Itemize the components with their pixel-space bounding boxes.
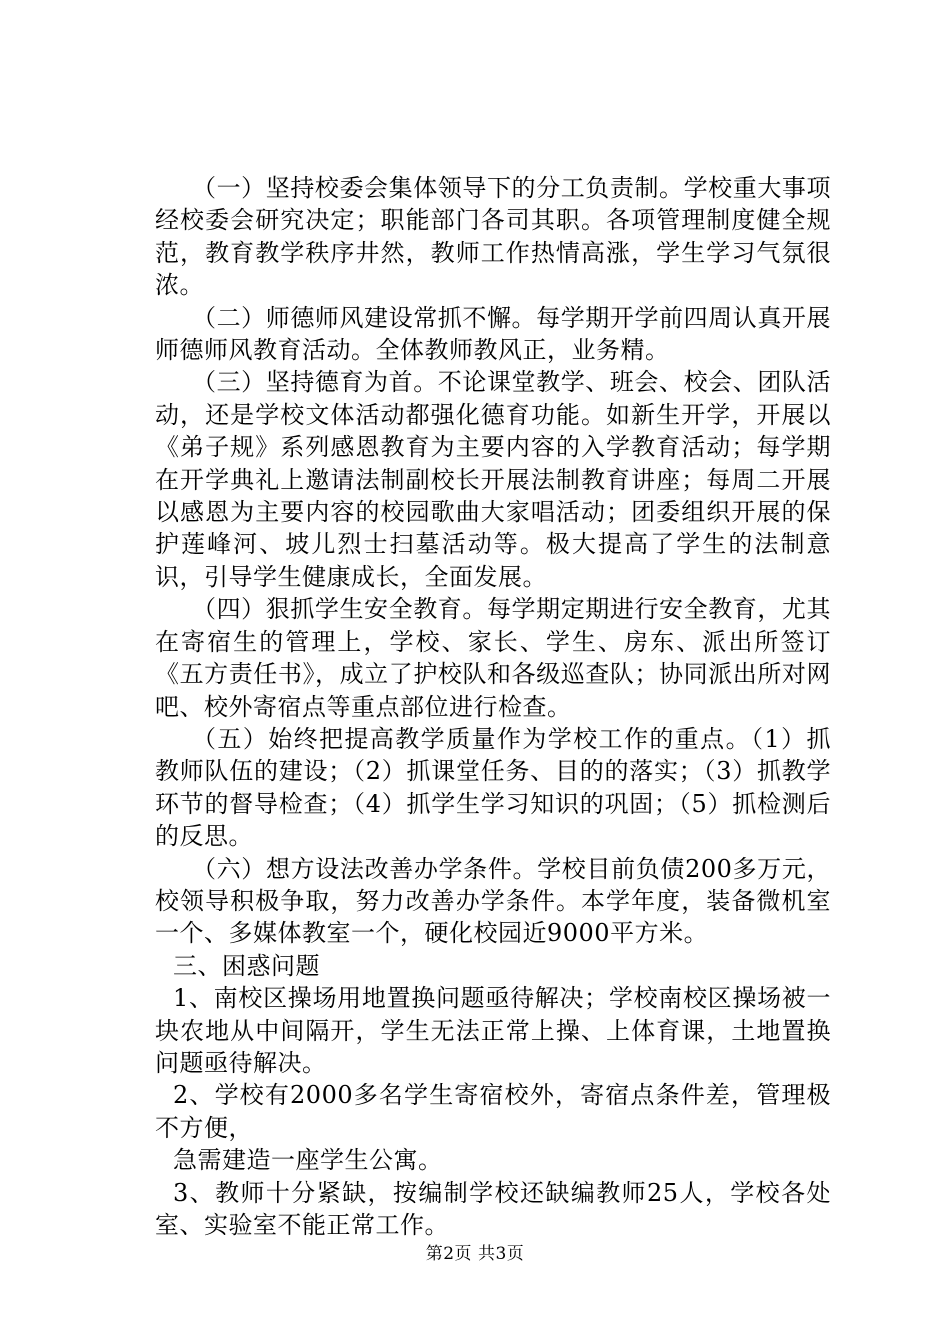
- paragraph-teacher-ethics: （二）师德师风建设常抓不懈。每学期开学前四周认真开展师德师风教育活动。全体教师教风正，业务精。: [155, 303, 831, 365]
- paragraph-problem-1: 1、南校区操场用地置换问题亟待解决；学校南校区操场被一块农地从中间隔开，学生无法正常上操、上体育课，土地置换问题亟待解决。: [155, 984, 831, 1077]
- paragraph-moral-education: （三）坚持德育为首。不论课堂教学、班会、校会、团队活动，还是学校文体活动都强化德育功能。如新生开学，开展以《弟子规》系列感恩教育为主要内容的入学教育活动；每学期在开学典礼上邀请法制副校长开展法制教育讲座；每周二开展以感恩为主要内容的校园歌曲大家唱活动；团委组织开展的保护莲峰河、坡儿烈士扫墓活动等。极大提高了学生的法制意识，引导学生健康成长，全面发展。: [155, 368, 831, 591]
- paragraph-leadership: （一）坚持校委会集体领导下的分工负责制。学校重大事项经校委会研究决定；职能部门各司其职。各项管理制度健全规范，教育教学秩序井然，教师工作热情高涨，学生学习气氛很浓。: [155, 174, 831, 300]
- document-body: [155, 172, 831, 1241]
- page-footer: 第2页 共3页: [425, 1244, 525, 1264]
- paragraph-safety-education: （四）狠抓学生安全教育。每学期定期进行安全教育，尤其在寄宿生的管理上，学校、家长、学生、房东、派出所签订《五方责任书》，成立了护校队和各级巡查队；协同派出所对网吧、校外寄宿点等重点部位进行检查。: [155, 595, 831, 721]
- paragraph-problem-3: 3、教师十分紧缺，按编制学校还缺编教师25人，学校各处室、实验室不能正常工作。: [155, 1178, 831, 1239]
- section-heading-problems: 三、困惑问题: [173, 951, 320, 980]
- paragraph-problem-2-continued: 急需建造一座学生公寓。: [173, 1146, 443, 1175]
- paragraph-school-conditions: （六）想方设法改善办学条件。学校目前负债200多万元，校领导积极争取，努力改善办学条件。本学年度，装备微机室一个、多媒体教室一个，硬化校园近9000平方米。: [155, 854, 831, 948]
- paragraph-problem-2: 2、学校有2000多名学生寄宿校外，寄宿点条件差，管理极不方便，: [155, 1081, 831, 1142]
- paragraph-teaching-quality: （五）始终把提高教学质量作为学校工作的重点。（1）抓教师队伍的建设；（2）抓课堂任务、目的的落实；（3）抓教学环节的督导检查；（4）抓学生学习知识的巩固；（5）抓检测后的反思。: [155, 724, 831, 851]
